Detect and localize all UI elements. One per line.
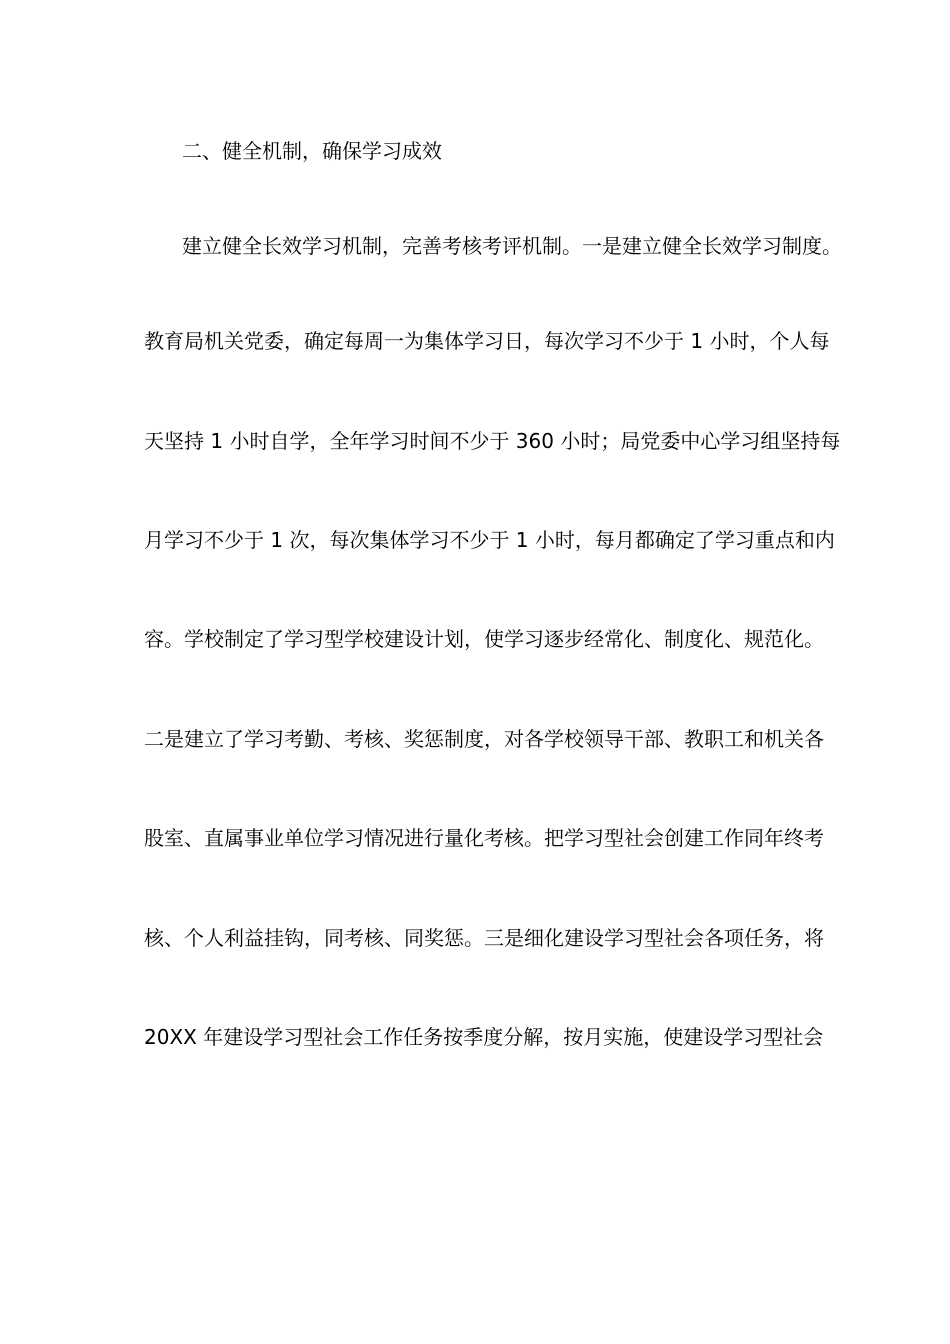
section-heading: 二、健全机制，确保学习成效 (182, 139, 442, 163)
paragraph-line: 容。学校制定了学习型学校建设计划，使学习逐步经常化、制度化、规范化。 (144, 627, 824, 651)
paragraph-line: 股室、直属事业单位学习情况进行量化考核。把学习型社会创建工作同年终考 (144, 826, 824, 850)
paragraph-line: 建立健全长效学习机制，完善考核考评机制。一是建立健全长效学习制度。 (182, 234, 842, 258)
paragraph-line: 教育局机关党委，确定每周一为集体学习日，每次学习不少于 1 小时，个人每 (144, 329, 830, 353)
paragraph-line: 月学习不少于 1 次，每次集体学习不少于 1 小时，每月都确定了学习重点和内 (144, 528, 835, 552)
paragraph-line: 核、个人利益挂钩，同考核、同奖惩。三是细化建设学习型社会各项任务，将 (144, 926, 824, 950)
paragraph-line: 二是建立了学习考勤、考核、奖惩制度，对各学校领导干部、教职工和机关各 (144, 727, 824, 751)
paragraph-line: 天坚持 1 小时自学，全年学习时间不少于 360 小时；局党委中心学习组坚持每 (144, 429, 841, 453)
paragraph-line: 20XX 年建设学习型社会工作任务按季度分解，按月实施，使建设学习型社会 (144, 1025, 824, 1049)
